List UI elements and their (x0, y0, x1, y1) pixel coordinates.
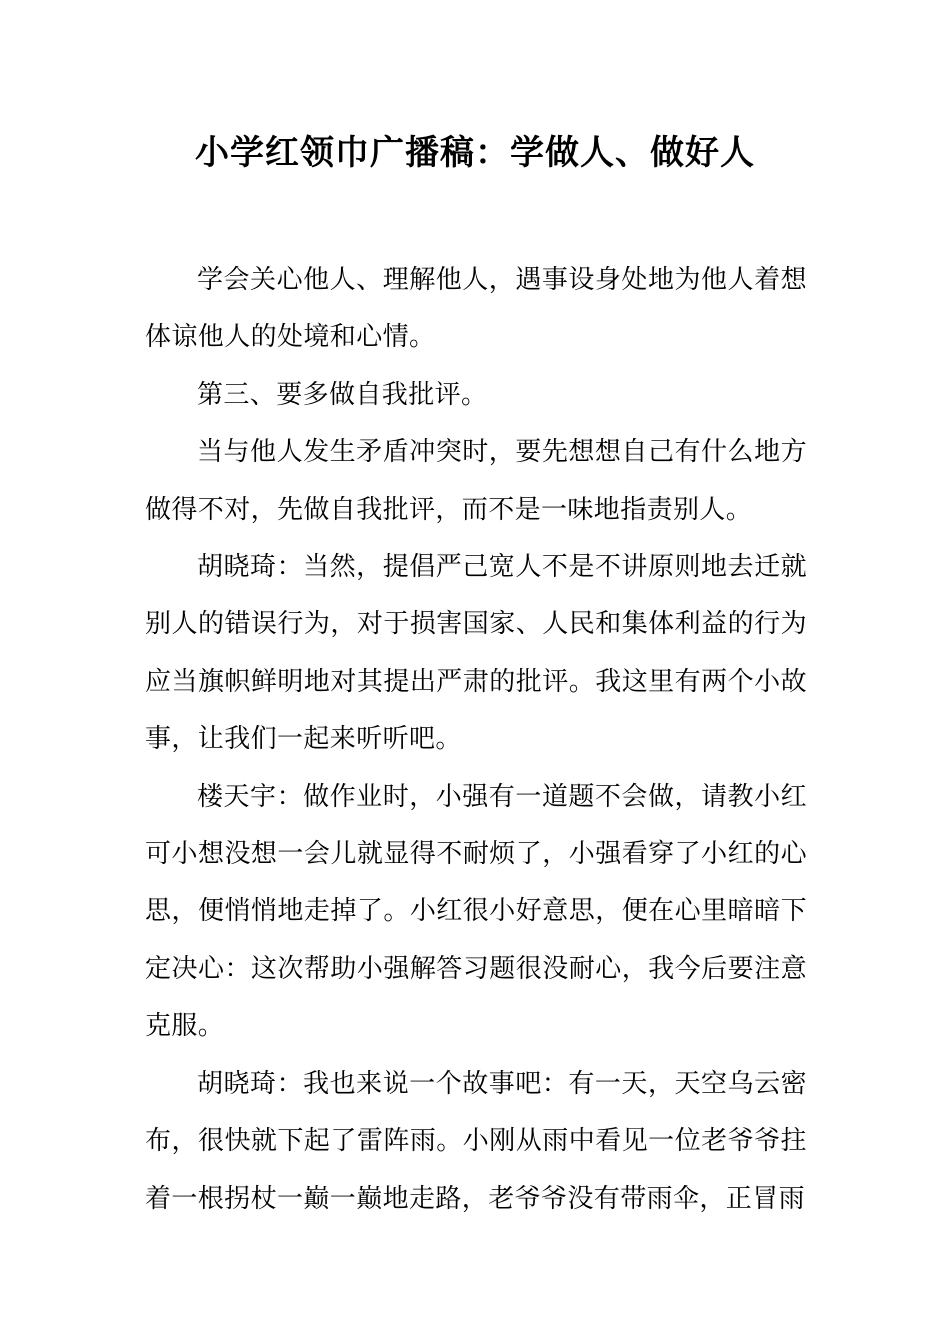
document-title: 小学红领巾广播稿：学做人、做好人 (195, 133, 755, 173)
paragraph: 胡晓琦：当然，提倡严己宽人不是不讲原则地去迁就别人的错误行为，对于损害国家、人民和集体利益的行为应当旗帜鲜明地对其提出严肃的批评。我这里有两个小故事，让我们一起来听听吧。 (145, 552, 807, 755)
paragraph: 当与他人发生矛盾冲突时，要先想想自己有什么地方做得不对，先做自我批评，而不是一味地指责别人。 (145, 437, 807, 525)
paragraph: 楼天宇：做作业时，小强有一道题不会做，请教小红可小想没想一会儿就显得不耐烦了，小强看穿了小红的心思，便悄悄地走掉了。小红很小好意思，便在心里暗暗下定决心：这次帮助小强解答习题很没耐心，我今后要注意克服。 (145, 781, 807, 1042)
paragraph: 第三、要多做自我批评。 (197, 379, 488, 410)
paragraph: 学会关心他人、理解他人，遇事设身处地为他人着想体谅他人的处境和心情。 (145, 265, 807, 353)
paragraph: 胡晓琦：我也来说一个故事吧：有一天，天空乌云密布，很快就下起了雷阵雨。小刚从雨中看见一位老爷爷拄着一根拐杖一巅一巅地走路，老爷爷没有带雨伞，正冒雨 (145, 1068, 807, 1214)
document-body (145, 252, 807, 1228)
